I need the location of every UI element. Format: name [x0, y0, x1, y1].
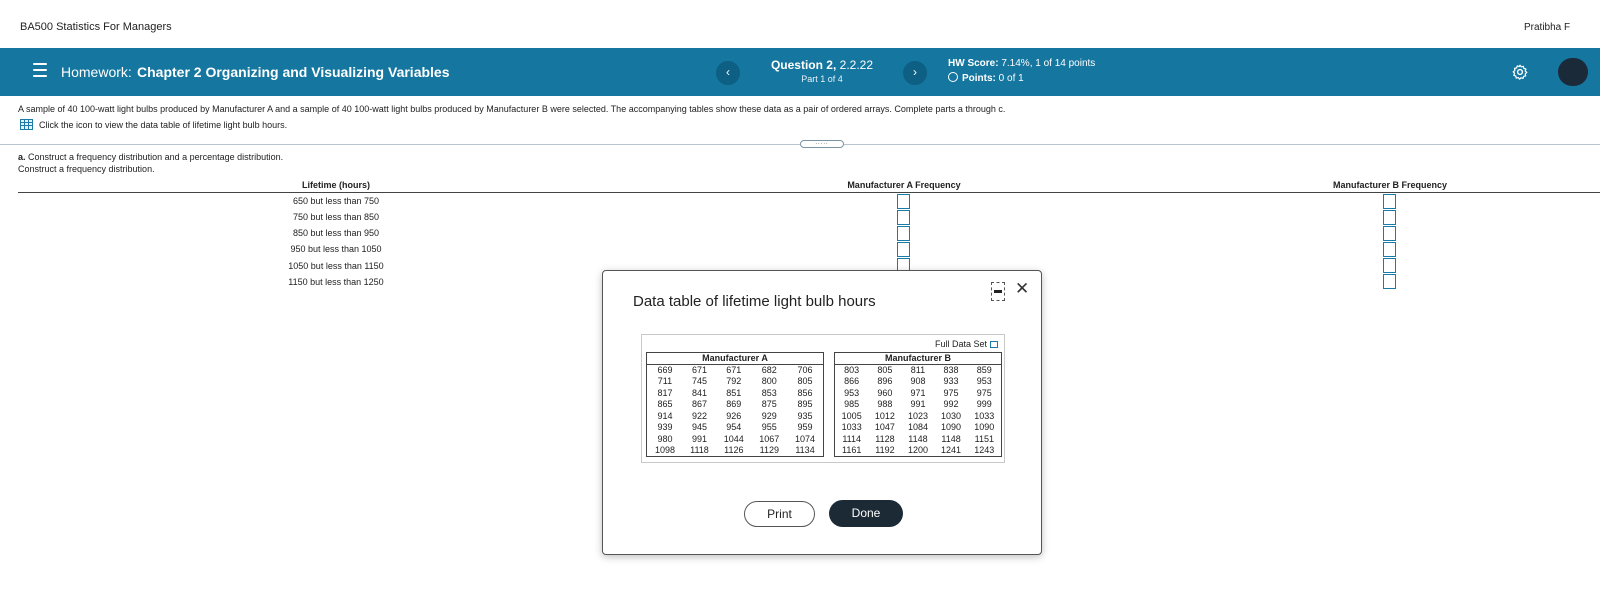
- lifetime-row-label: 1150 but less than 1250: [288, 277, 384, 287]
- table-header-rule: [18, 192, 1600, 193]
- lifetime-row-label: 1050 but less than 1150: [288, 261, 384, 271]
- data-cell: 991: [691, 433, 707, 444]
- sub-instruction: Construct a frequency distribution.: [18, 164, 155, 174]
- data-cell: 1241: [941, 445, 962, 455]
- data-cell: 869: [726, 399, 742, 410]
- next-question-button[interactable]: ›: [903, 61, 927, 85]
- copy-icon[interactable]: [990, 341, 998, 348]
- data-cell: 1033: [841, 422, 862, 433]
- hw-score-value: 7.14%, 1 of 14 points: [1001, 58, 1096, 69]
- homework-prefix: Homework:: [61, 64, 132, 80]
- manufacturer-a-column-header: Manufacturer A Frequency: [847, 180, 961, 190]
- data-cell: 867: [691, 399, 707, 410]
- data-cell: 935: [797, 410, 813, 421]
- manufacturer-b-frequency-input[interactable]: [1383, 242, 1396, 257]
- print-button[interactable]: Print: [744, 501, 815, 527]
- points-circle-icon: [948, 72, 958, 82]
- part-a-label: a.: [18, 152, 26, 162]
- manufacturer-b-frequency-input[interactable]: [1383, 194, 1396, 209]
- question-title: [760, 58, 884, 72]
- avatar[interactable]: [1558, 58, 1588, 86]
- data-cell: 853: [761, 387, 777, 398]
- dialog-title: Data table of lifetime light bulb hours: [633, 293, 876, 310]
- data-cell: 1067: [759, 433, 780, 444]
- data-cell: 865: [657, 399, 673, 410]
- data-cell: 1084: [907, 422, 928, 433]
- data-cell: 980: [657, 433, 673, 444]
- manufacturer-b-frequency-input[interactable]: [1383, 274, 1396, 289]
- data-link-text[interactable]: Click the icon to view the data table of lifetime light bulb hours.: [39, 120, 288, 130]
- manufacturer-a-frequency-input[interactable]: [897, 242, 910, 257]
- data-cell: 1129: [759, 445, 779, 455]
- points-label: Points:: [962, 73, 996, 84]
- data-cell: 922: [691, 410, 707, 421]
- gear-icon[interactable]: [1512, 64, 1528, 80]
- data-table-link[interactable]: [20, 119, 287, 130]
- data-row: [647, 399, 824, 411]
- data-row: [835, 399, 1002, 411]
- data-cell: 1033: [974, 410, 995, 421]
- data-table-dialog: [602, 270, 1042, 555]
- data-cell: 1161: [842, 445, 862, 455]
- data-table-icon[interactable]: [20, 119, 33, 130]
- data-cell: 933: [943, 376, 959, 387]
- data-cell: 805: [877, 365, 893, 375]
- data-cell: 908: [910, 376, 926, 387]
- data-cell: 1243: [974, 445, 995, 455]
- data-row: [647, 376, 824, 388]
- homework-navbar: [0, 48, 1600, 96]
- manufacturer-b-frequency-input[interactable]: [1383, 258, 1396, 273]
- data-cell: 706: [797, 365, 813, 375]
- homework-title: Chapter 2 Organizing and Visualizing Variables: [137, 64, 450, 80]
- question-number: 2.2.22: [839, 58, 874, 72]
- data-cell: 838: [943, 365, 959, 375]
- minimize-icon[interactable]: [991, 282, 1005, 301]
- data-cell: 971: [910, 387, 926, 398]
- manufacturer-b-rows: [835, 365, 1002, 457]
- data-row: [835, 376, 1002, 388]
- question-prompt: A sample of 40 100-watt light bulbs produced by Manufacturer A and a sample of 40 100-watt light bulbs produced by Manufacturer B were selected. The accompanying tables show these data as a pair of ordered arrays. Complete parts a through c.: [18, 104, 1006, 114]
- data-cell: 745: [691, 376, 707, 387]
- part-a-text: Construct a frequency distribution and a percentage distribution.: [28, 152, 284, 162]
- data-table-area: [641, 334, 1005, 463]
- data-cell: 975: [976, 387, 992, 398]
- points: [948, 72, 1024, 84]
- data-cell: 929: [761, 410, 777, 421]
- data-cell: 1074: [795, 433, 816, 444]
- lifetime-row-label: 750 but less than 850: [292, 212, 380, 222]
- full-data-set-label[interactable]: Full Data Set: [934, 339, 987, 349]
- manufacturer-a-frequency-input[interactable]: [897, 226, 910, 241]
- previous-question-button[interactable]: ‹: [716, 61, 740, 85]
- close-icon[interactable]: ✕: [1015, 279, 1030, 298]
- data-cell: 1192: [875, 445, 895, 455]
- data-cell: 1200: [907, 445, 928, 455]
- question-label: Question 2,: [770, 58, 837, 72]
- data-cell: 914: [657, 410, 673, 421]
- hw-score-label: HW Score:: [948, 58, 999, 69]
- data-cell: 800: [761, 376, 777, 387]
- data-cell: 1134: [795, 445, 815, 455]
- data-cell: 1114: [842, 433, 862, 444]
- data-cell: 959: [797, 422, 813, 433]
- course-title[interactable]: BA500 Statistics For Managers: [20, 21, 172, 33]
- manufacturer-b-column-header: Manufacturer B Frequency: [1332, 180, 1448, 190]
- data-row: [647, 445, 824, 457]
- data-cell: 1047: [874, 422, 895, 433]
- data-row: [835, 365, 1002, 377]
- data-cell: 851: [726, 387, 742, 398]
- lifetime-row-label: 950 but less than 1050: [290, 244, 382, 254]
- data-row: [835, 434, 1002, 446]
- data-cell: 1126: [724, 445, 744, 455]
- manufacturer-a-rows: [647, 365, 824, 457]
- manufacturer-b-frequency-input[interactable]: [1383, 210, 1396, 225]
- data-cell: 859: [976, 365, 992, 375]
- data-cell: 792: [726, 376, 742, 387]
- data-cell: 1090: [974, 422, 995, 433]
- data-cell: 991: [910, 399, 926, 410]
- manufacturer-a-frequency-input[interactable]: [897, 210, 910, 225]
- full-data-set-link[interactable]: [935, 339, 998, 349]
- data-row: [647, 411, 824, 423]
- data-cell: 954: [726, 422, 742, 433]
- hamburger-icon[interactable]: [33, 63, 47, 77]
- data-cell: 1098: [654, 445, 675, 455]
- data-row: [835, 422, 1002, 434]
- data-cell: 953: [844, 387, 860, 398]
- data-cell: 1148: [941, 433, 961, 444]
- data-cell: 955: [761, 422, 777, 433]
- manufacturer-b-frequency-input[interactable]: [1383, 226, 1396, 241]
- data-row: [835, 445, 1002, 457]
- data-cell: 975: [943, 387, 959, 398]
- data-cell: 1005: [841, 410, 862, 421]
- manufacturer-a-table: [646, 352, 824, 457]
- data-cell: 988: [877, 399, 893, 410]
- data-cell: 985: [844, 399, 860, 410]
- data-cell: 671: [691, 365, 707, 375]
- data-cell: 811: [910, 365, 926, 375]
- data-cell: 803: [844, 365, 860, 375]
- data-row: [647, 422, 824, 434]
- data-cell: 1012: [874, 410, 895, 421]
- data-cell: 960: [877, 387, 893, 398]
- data-row: [647, 388, 824, 400]
- data-cell: 875: [761, 399, 777, 410]
- data-cell: 992: [943, 399, 959, 410]
- data-row: [647, 434, 824, 446]
- divider-handle[interactable]: .....: [800, 140, 844, 148]
- data-cell: 999: [976, 399, 992, 410]
- data-cell: 817: [657, 387, 673, 398]
- question-part: Part 1 of 4: [801, 74, 843, 84]
- data-cell: 1148: [908, 433, 928, 444]
- data-cell: 669: [657, 365, 673, 375]
- data-cell: 1023: [907, 410, 928, 421]
- manufacturer-b-title: Manufacturer B: [835, 353, 1002, 365]
- data-cell: 711: [657, 376, 673, 387]
- data-cell: 841: [691, 387, 707, 398]
- data-cell: 1118: [690, 445, 709, 455]
- manufacturer-a-title: Manufacturer A: [647, 353, 824, 365]
- data-cell: 926: [726, 410, 742, 421]
- top-bar: [0, 0, 1600, 48]
- data-cell: 945: [691, 422, 707, 433]
- data-cell: 896: [877, 376, 893, 387]
- done-button[interactable]: Done: [829, 500, 903, 527]
- data-cell: 856: [797, 387, 813, 398]
- data-cell: 953: [976, 376, 992, 387]
- data-row: [835, 411, 1002, 423]
- lifetime-row-label: 650 but less than 750: [292, 196, 380, 206]
- data-cell: 1044: [723, 433, 744, 444]
- data-cell: 1090: [941, 422, 962, 433]
- lifetime-column-header: Lifetime (hours): [301, 180, 370, 190]
- user-name[interactable]: Pratibha F: [1524, 22, 1571, 33]
- data-cell: 1030: [941, 410, 962, 421]
- lifetime-row-label: 850 but less than 950: [292, 228, 380, 238]
- hw-score: [948, 58, 1095, 69]
- manufacturer-b-table: [834, 352, 1002, 457]
- manufacturer-a-frequency-input[interactable]: [897, 194, 910, 209]
- data-cell: 671: [726, 365, 742, 375]
- data-cell: 866: [844, 376, 860, 387]
- data-cell: 682: [761, 365, 777, 375]
- data-cell: 895: [797, 399, 813, 410]
- data-cell: 1128: [875, 433, 895, 444]
- points-value: 0 of 1: [998, 73, 1024, 84]
- data-cell: 805: [797, 376, 813, 387]
- data-row: [835, 388, 1002, 400]
- part-a-instruction: [18, 152, 283, 162]
- data-cell: 1151: [974, 433, 994, 444]
- data-cell: 939: [657, 422, 673, 433]
- data-row: [647, 365, 824, 377]
